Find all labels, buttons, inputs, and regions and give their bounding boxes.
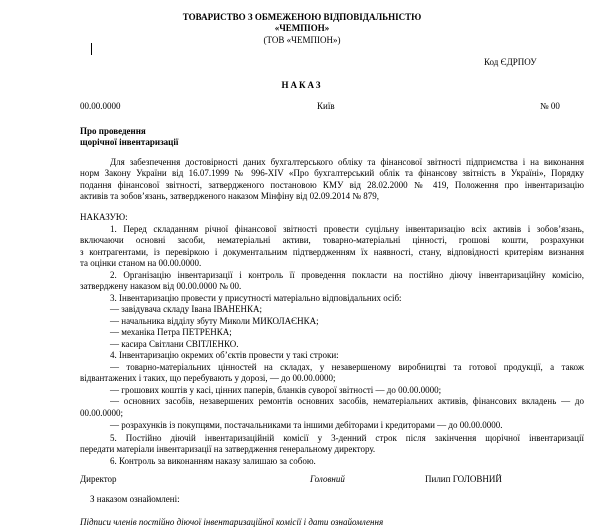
paragraph-1-line: з контрагентами, із перевіркою і документальним підтвердженням їх наявності, стану, відповідності критеріям визнання xyxy=(80,247,584,257)
paragraph-1-line: 1. Перед складанням річної фінансової звітності провести суцільну інвентаризацію всіх активів і зобов’язань, xyxy=(110,224,584,234)
preamble-line: Для забезпечення достовірності даних бухгалтерського обліку та фінансової звітності підприємства і на виконання xyxy=(110,157,584,167)
paragraph-5-line: 5. Постійно діючій інвентаризаційній комісії у 3-денний строк після закінчення щорічної інвентаризації xyxy=(110,433,584,443)
paragraph-1-line: та оцінки станом на 00.00.0000. xyxy=(80,258,202,268)
order-city: Київ xyxy=(317,101,335,111)
paragraph-3: 3. Інвентаризацію провести у присутності матеріально відповідальних осіб: xyxy=(110,293,402,303)
responsible-person: — механіка Петра ПЕТРЕНКА; xyxy=(110,327,232,337)
responsible-person: — начальника відділу збуту Миколи МИКОЛАЄНКА; xyxy=(110,316,319,326)
paragraph-2-line: 2. Організацію інвентаризації і контроль її проведення покласти на постійно діючу інвентаризаційну комісію, xyxy=(110,270,584,280)
preamble-line: активів та зобов’язань, затвердженого наказом Мінфіну від 02.09.2014 № 879, xyxy=(80,191,379,201)
inventory-item: 00.00.0000; xyxy=(80,408,124,418)
acquainted-label: З наказом ознайомлені: xyxy=(90,494,180,504)
inventory-item: — товарно-матеріальних цінностей на складах, у незавершеному виробництві та готової продукції, а також xyxy=(110,362,584,372)
company-name-line1: ТОВАРИСТВО З ОБМЕЖЕНОЮ ВІДПОВІДАЛЬНІСТЮ xyxy=(182,12,422,22)
signature-sign: Головний xyxy=(310,474,345,484)
paragraph-6: 6. Контроль за виконанням наказу залишаю за собою. xyxy=(110,456,316,466)
paragraph-1-line: включаючи основні засоби, нематеріальні активи, товарно-матеріальні цінності, грошові кошти, розрахунки xyxy=(80,235,584,245)
paragraph-5-line: передати матеріали інвентаризації на затвердження генеральному директору. xyxy=(80,444,376,454)
inventory-item: — грошових коштів у касі, цінних паперів, бланків суворої звітності — до 00.00.0000; xyxy=(110,385,442,395)
company-short-name: (ТОВ «ЧЕМПІОН») xyxy=(263,35,341,45)
paragraph-2-line: затверджену наказом від 00.00.0000 № 00. xyxy=(80,281,242,291)
responsible-person: — завідувача складу Івана ІВАНЕНКА; xyxy=(110,304,262,314)
order-date: 00.00.0000 xyxy=(80,101,121,111)
signature-role: Директор xyxy=(80,474,117,484)
order-title: НАКАЗ xyxy=(281,80,323,90)
order-number: № 00 xyxy=(540,101,560,111)
preamble-line: норм Закону України від 16.07.1999 № 996-XIV «Про бухгалтерський облік та фінансову звітність в Україні», Порядку xyxy=(80,168,584,178)
order-word: НАКАЗУЮ: xyxy=(80,212,128,222)
subject-line2: щорічної інвентаризації xyxy=(80,137,179,147)
signature-name: Пилип ГОЛОВНИЙ xyxy=(425,474,502,484)
responsible-person: — касира Світлани СВІТЛЕНКО. xyxy=(110,339,239,349)
edrpou-label: Код ЄДРПОУ xyxy=(484,57,537,67)
inventory-item: — основних засобів, незавершених ремонтів основних засобів, нематеріальних активів, фінансових вкладень — до xyxy=(110,396,584,406)
inventory-item: відвантажених і таких, що перебувають у дорозі, — до 00.00.0000; xyxy=(80,373,336,383)
inventory-item: — розрахунків із покупцями, постачальниками та іншими дебіторами і кредиторами — до 00.00.0000. xyxy=(110,420,503,430)
subject-line1: Про проведення xyxy=(80,126,146,136)
company-name-line2: «ЧЕМПІОН» xyxy=(274,23,330,33)
commission-note: Підписи членів постійно діючої інвентаризаційної комісії і дати ознайомлення xyxy=(80,517,384,527)
paragraph-4: 4. Інвентаризацію окремих об’єктів провести у такі строки: xyxy=(110,350,339,360)
preamble-line: подання фінансової звітності, затвердженого постановою КМУ від 28.02.2000 № 419, Положення про інвентаризацію xyxy=(80,180,584,190)
